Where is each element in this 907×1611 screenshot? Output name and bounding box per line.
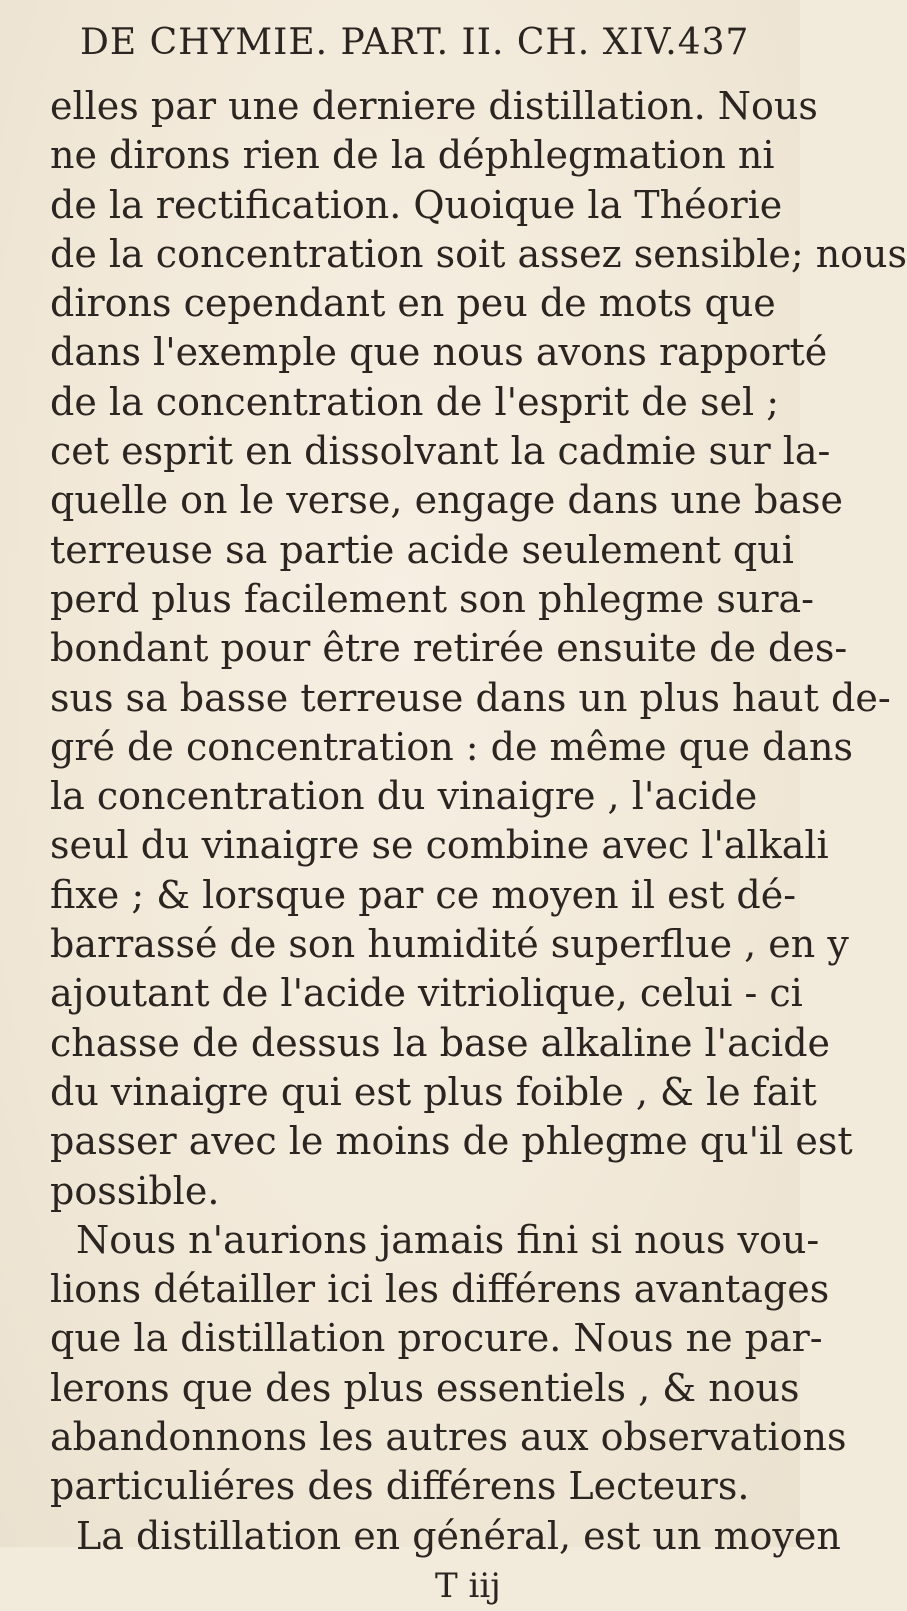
text-line: ajoutant de l'acide vitriolique, celui - ci <box>50 971 803 1016</box>
text-line: de la rectification. Quoique la Théorie <box>50 182 783 227</box>
text-line: seul du vinaigre se combine avec l'alkali <box>50 823 829 868</box>
text-line: sus sa basse terreuse dans un plus haut de- <box>50 675 891 720</box>
text-line: lerons que des plus essentiels , & nous <box>50 1365 800 1410</box>
running-head-title: DE CHYMIE. PART. II. CH. XIV. <box>80 22 678 63</box>
text-line: barrassé de son humidité superflue , en y <box>50 922 849 967</box>
text-line: cet esprit en dissolvant la cadmie sur la- <box>50 429 831 474</box>
signature-mark: T iij <box>435 1565 501 1606</box>
text-line: fixe ; & lorsque par ce moyen il est dé- <box>50 872 797 917</box>
text-line: possible. <box>50 1168 220 1213</box>
text-line: du vinaigre qui est plus foible , & le fait <box>50 1069 817 1114</box>
text-line: bondant pour être retirée ensuite de des- <box>50 626 848 671</box>
running-head <box>50 8 750 78</box>
text-line: ne dirons rien de la déphlegmation ni <box>50 133 775 178</box>
text-line: Nous n'aurions jamais fini si nous vou- <box>76 1217 820 1262</box>
text-line: dirons cependant en peu de mots que <box>50 281 776 326</box>
text-line: de la concentration de l'esprit de sel ; <box>50 379 779 424</box>
text-line: quelle on le verse, engage dans une base <box>50 478 843 523</box>
text-line: de la concentration soit assez sensible; nous <box>50 231 907 276</box>
text-line: passer avec le moins de phlegme qu'il est <box>50 1119 853 1164</box>
text-line: gré de concentration : de même que dans <box>50 724 853 769</box>
text-line: que la distillation procure. Nous ne par- <box>50 1316 823 1361</box>
text-line: lions détailler ici les différens avantages <box>50 1267 830 1312</box>
page-number: 437 <box>677 22 750 63</box>
text-body <box>50 82 907 1561</box>
text-line: particuliéres des différens Lecteurs. <box>50 1464 750 1509</box>
text-line: chasse de dessus la base alkaline l'acide <box>50 1020 831 1065</box>
text-line: dans l'exemple que nous avons rapporté <box>50 330 828 375</box>
text-line: la concentration du vinaigre , l'acide <box>50 774 758 819</box>
text-line: La distillation en général, est un moyen <box>76 1513 841 1558</box>
text-line: elles par une derniere distillation. Nous <box>50 84 818 128</box>
text-line: terreuse sa partie acide seulement qui <box>50 527 794 572</box>
text-line: abandonnons les autres aux observations <box>50 1415 847 1460</box>
text-line: perd plus facilement son phlegme sura- <box>50 576 814 621</box>
